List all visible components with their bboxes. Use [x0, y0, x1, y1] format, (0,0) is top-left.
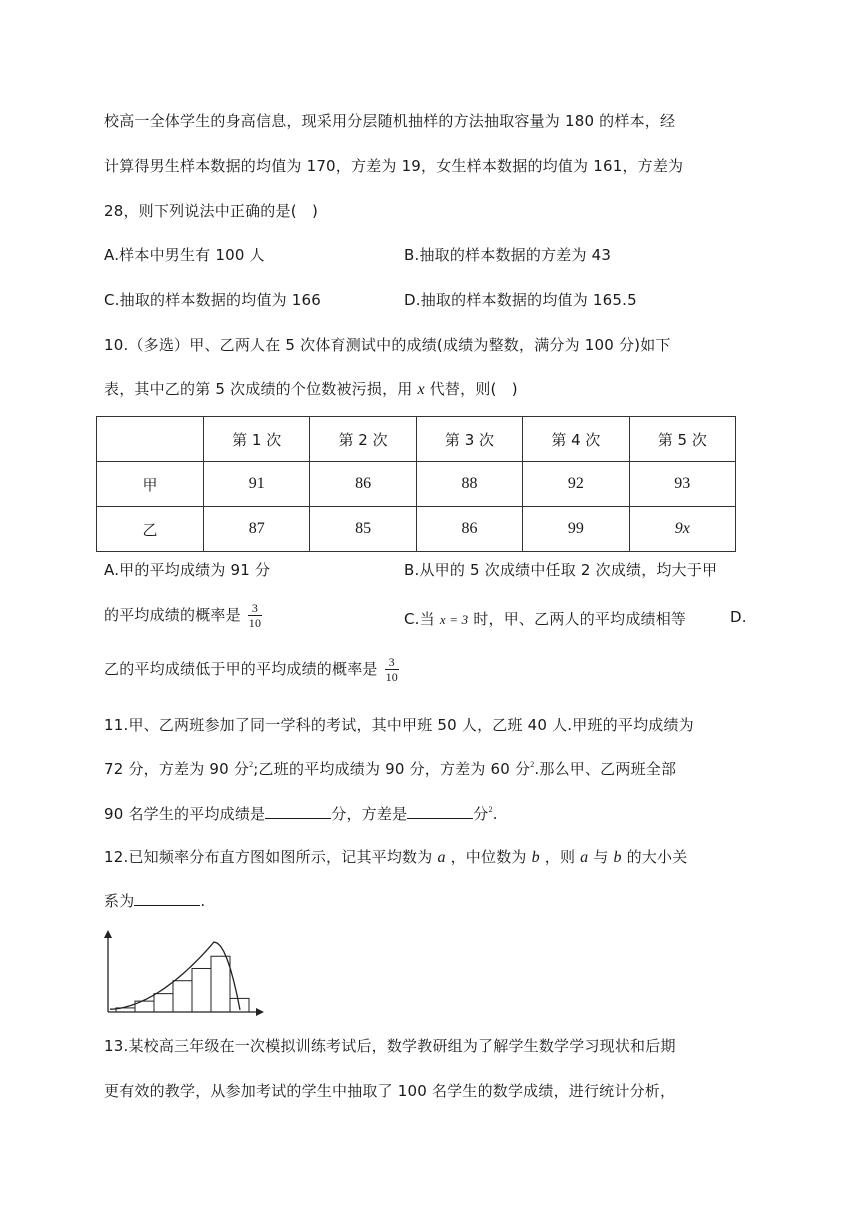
- q10-option-b-cont: [104, 601, 264, 630]
- variable-a: a: [580, 849, 589, 866]
- table-header-row: [97, 417, 736, 462]
- q11-line-2-b: ;乙班的平均成绩为 90 分，方差为 60 分: [253, 760, 531, 778]
- table-cell: 87: [204, 507, 310, 552]
- q9-line-3: 28，则下列说法中正确的是( ): [104, 202, 318, 220]
- q11-line-3: [104, 803, 498, 824]
- q12-line-1: [104, 846, 687, 867]
- q9-option-a: A.样本中男生有 100 人: [104, 246, 265, 264]
- q12-line-1-mid: ，中位数为: [450, 848, 527, 866]
- table-cell: 85: [310, 507, 416, 552]
- q11-line-2-a: 72 分，方差为 90 分: [104, 760, 250, 778]
- fraction-numerator: 3: [385, 655, 399, 670]
- q10-option-d-text: 乙的平均成绩低于甲的平均成绩的概率是: [104, 660, 378, 678]
- table-header-cell: 第 4 次: [523, 417, 629, 462]
- histogram-bar: [154, 994, 173, 1012]
- q13-line-1: 13.某校高三年级在一次模拟训练考试后，数学教研组为了解学生数学学习现状和后期: [104, 1037, 676, 1055]
- fraction-denominator: 10: [385, 670, 398, 684]
- table-row: [97, 507, 736, 552]
- q12-line-1-mid2: ，则: [544, 848, 576, 866]
- q9-option-b: B.抽取的样本数据的方差为 43: [404, 246, 612, 264]
- table-cell: 91: [204, 462, 310, 507]
- table-cell: 86: [310, 462, 416, 507]
- q11-line-3-a: 90 名学生的平均成绩是: [104, 805, 266, 823]
- q10-line-2: [104, 378, 518, 399]
- variable-b: b: [613, 849, 622, 866]
- histogram-bar: [192, 968, 211, 1012]
- table-header-cell: [97, 417, 204, 462]
- table-cell: 88: [416, 462, 522, 507]
- fraction-numerator: 3: [248, 601, 262, 616]
- q11-line-3-c: 分: [473, 805, 489, 823]
- q10-option-b: B.从甲的 5 次成绩中任取 2 次成绩，均大于甲: [404, 561, 718, 579]
- superscript: 2: [488, 805, 493, 814]
- table-row: [97, 462, 736, 507]
- q10-option-c: [404, 608, 686, 629]
- q10-line-2-post: 代替，则( ): [429, 380, 518, 398]
- x-axis-arrow-icon: [256, 1008, 264, 1016]
- q10-line-2-pre: 表，其中乙的第 5 次成绩的个位数被污损，用: [104, 380, 413, 398]
- table-header-cell: 第 5 次: [629, 417, 735, 462]
- q12-line-1-and: 与: [593, 848, 609, 866]
- q11-line-1: 11.甲、乙两班参加了同一学科的考试，其中甲班 50 人，乙班 40 人.甲班的平均成绩为: [104, 716, 694, 734]
- q13-line-2: 更有效的教学，从参加考试的学生中抽取了 100 名学生的数学成绩，进行统计分析，: [104, 1082, 676, 1100]
- table-cell: 86: [416, 507, 522, 552]
- q9-option-c: C.抽取的样本数据的均值为 166: [104, 291, 322, 309]
- q10-option-d-label: D.: [730, 608, 747, 626]
- variable-b: b: [531, 849, 540, 866]
- q12-line-1-post: 的大小关: [626, 848, 688, 866]
- q9-line-1: 校高一全体学生的身高信息，现采用分层随机抽样的方法抽取容量为 180 的样本，经: [104, 112, 676, 130]
- q10-variable-x: x: [417, 381, 425, 398]
- table-header-cell: 第 2 次: [310, 417, 416, 462]
- score-table: [96, 416, 736, 552]
- table-header-cell: 第 1 次: [204, 417, 310, 462]
- q11-line-3-b: 分，方差是: [331, 805, 408, 823]
- q9-option-d: D.抽取的样本数据的均值为 165.5: [404, 291, 637, 309]
- q11-line-2-c: .那么甲、乙两班全部: [534, 760, 677, 778]
- histogram-figure: [98, 928, 266, 1020]
- q11-line-2: [104, 758, 676, 779]
- histogram-bar: [173, 981, 192, 1012]
- answer-blank: [265, 806, 331, 819]
- answer-blank: [134, 893, 200, 906]
- fraction: [385, 655, 399, 684]
- q10-option-a: A.甲的平均成绩为 91 分: [104, 561, 271, 579]
- superscript: 2: [249, 760, 254, 769]
- table-cell: 99: [523, 507, 629, 552]
- q11-line-3-d: .: [492, 805, 498, 823]
- q10-option-b-text: 的平均成绩的概率是: [104, 606, 241, 624]
- q10-option-c-math: x = 3: [439, 612, 469, 627]
- q12-line-2-text: 系为: [104, 892, 135, 910]
- table-cell: 9x: [629, 507, 735, 552]
- q10-option-d: [104, 655, 401, 684]
- table-row-label: 乙: [97, 507, 204, 552]
- q9-line-2: 计算得男生样本数据的均值为 170，方差为 19，女生样本数据的均值为 161，方差为: [104, 157, 684, 175]
- y-axis-arrow-icon: [104, 930, 112, 938]
- table-row-label: 甲: [97, 462, 204, 507]
- superscript: 2: [530, 760, 535, 769]
- table-header-cell: 第 3 次: [416, 417, 522, 462]
- answer-blank: [407, 806, 473, 819]
- histogram-bar: [211, 956, 230, 1012]
- q10-option-c-pre: C.当: [404, 610, 435, 628]
- q10-option-c-post: 时，甲、乙两人的平均成绩相等: [473, 610, 687, 628]
- fraction: [248, 601, 262, 630]
- q12-line-1-pre: 12.已知频率分布直方图如图所示，记其平均数为: [104, 848, 433, 866]
- q10-line-1: 10.（多选）甲、乙两人在 5 次体育测试中的成绩(成绩为整数，满分为 100 分)如下: [104, 336, 671, 354]
- fraction-denominator: 10: [248, 616, 262, 630]
- variable-a: a: [437, 849, 446, 866]
- table-cell: 92: [523, 462, 629, 507]
- table-cell: 93: [629, 462, 735, 507]
- q12-line-2: 系为 .: [104, 892, 206, 910]
